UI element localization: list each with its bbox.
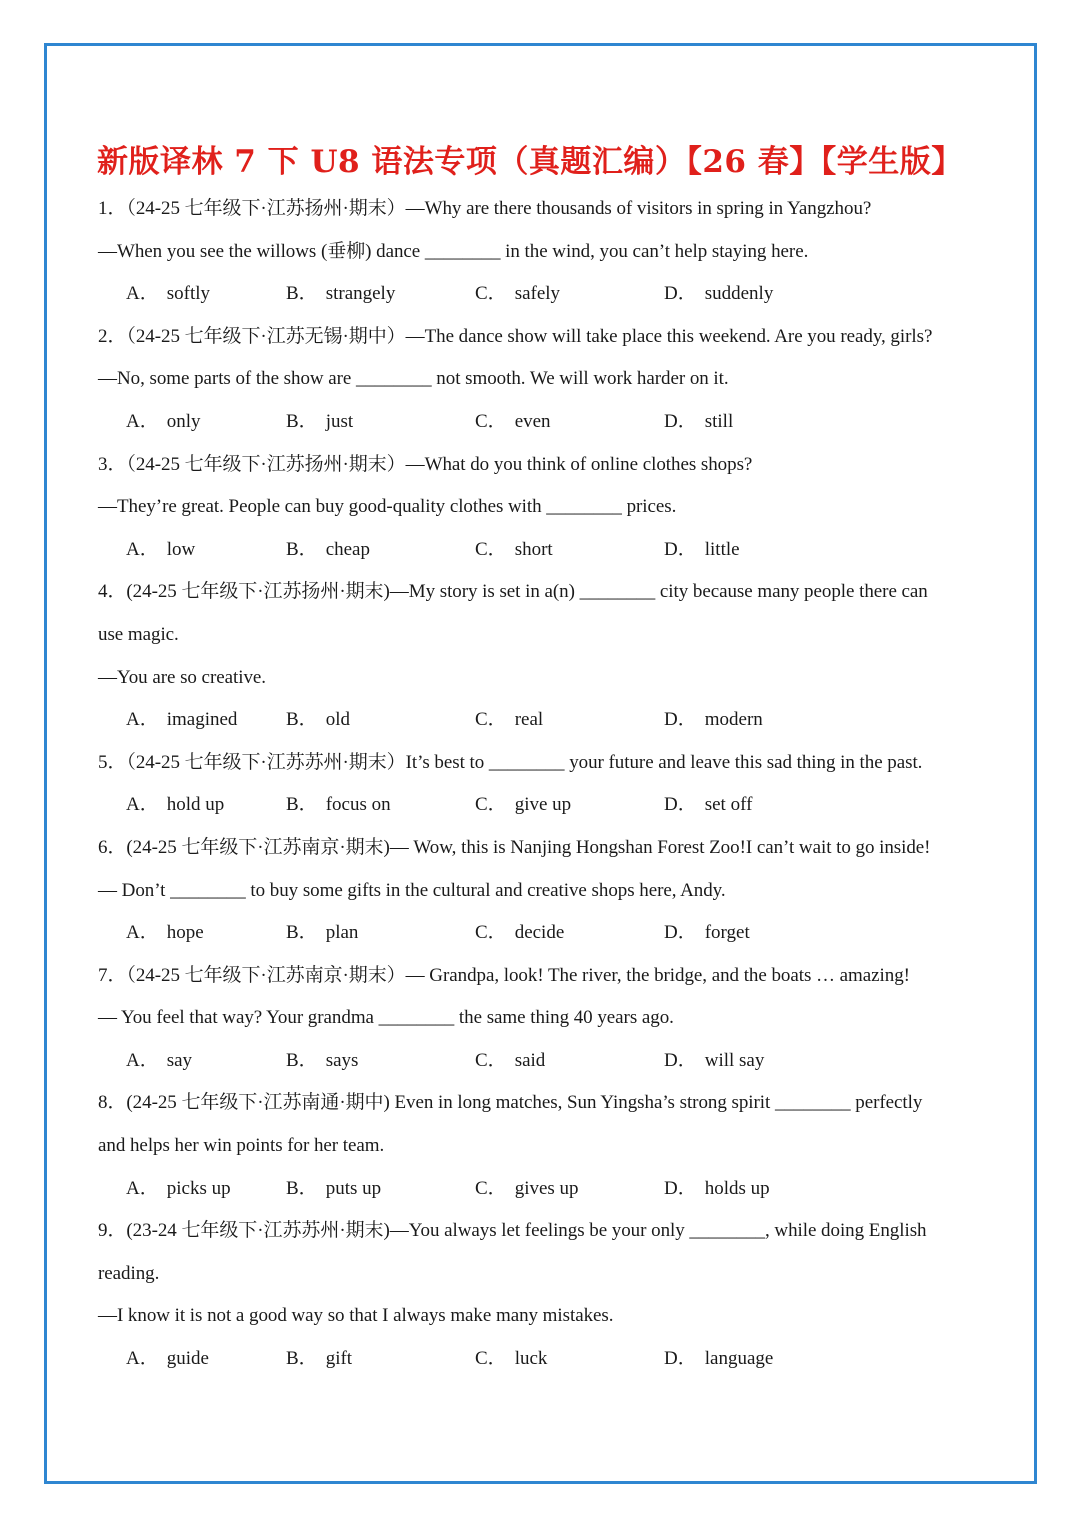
option-c[interactable] [475, 529, 553, 572]
question-stem: 1．（24-25 七年级下·江苏扬州·期末）—Why are there thousands of visitors in spring in Yangzhou? [98, 198, 872, 219]
question-line: —You are so creative. [98, 666, 266, 688]
option-text: only [166, 410, 201, 432]
option-text: strangely [325, 283, 396, 305]
option-letter: D． [664, 1177, 697, 1199]
option-letter: C． [475, 794, 507, 816]
question-line: — Don’t ________ to buy some gifts in the cultural and creative shops here, Andy. [98, 879, 726, 901]
question-line: use magic. [98, 623, 179, 645]
option-letter: B． [286, 709, 318, 731]
option-text: suddenly [704, 283, 774, 305]
option-text: modern [704, 709, 763, 731]
option-a[interactable] [126, 529, 195, 572]
option-d[interactable] [664, 1040, 764, 1083]
option-letter: B． [286, 283, 318, 305]
option-text: still [704, 410, 734, 432]
option-a[interactable] [126, 912, 204, 955]
option-text: puts up [325, 1177, 382, 1199]
option-b[interactable] [286, 529, 370, 572]
question-line: —They’re great. People can buy good-quality clothes with ________ prices. [98, 496, 677, 518]
option-c[interactable] [475, 784, 571, 827]
question-stem: 9．(23-24 七年级下·江苏苏州·期末)—You always let feelings be your only ________, while doing English [98, 1220, 927, 1242]
option-c[interactable] [475, 273, 560, 316]
option-letter: C． [475, 538, 507, 560]
option-text: decide [514, 922, 565, 944]
option-c[interactable] [475, 912, 564, 955]
question-stem: 4．(24-25 七年级下·江苏扬州·期末)—My story is set in a(n) ________ city because many people there can [98, 581, 928, 603]
option-text: little [704, 538, 740, 560]
option-a[interactable] [126, 1040, 192, 1083]
option-text: will say [704, 1049, 765, 1071]
answer-options [98, 529, 984, 572]
option-letter: C． [475, 283, 507, 305]
option-text: even [514, 410, 551, 432]
question-item [98, 1082, 984, 1210]
option-text: guide [166, 1348, 209, 1370]
question-line: —No, some parts of the show are ________ not smooth. We will work harder on it. [98, 368, 729, 390]
question-item [98, 742, 984, 827]
option-text: softly [166, 283, 211, 305]
option-letter: D． [664, 794, 697, 816]
option-letter: C． [475, 410, 507, 432]
option-letter: D． [664, 283, 697, 305]
question-stem: 5．（24-25 七年级下·江苏苏州·期末）It’s best to ________ your future and leave this sad thing in the past. [98, 751, 923, 773]
option-letter: B． [286, 794, 318, 816]
question-item [98, 571, 984, 741]
option-a[interactable] [126, 273, 210, 316]
option-letter: A． [126, 538, 159, 560]
option-b[interactable] [286, 273, 395, 316]
answer-options [98, 273, 984, 316]
option-text: says [325, 1049, 359, 1071]
option-text: hope [166, 922, 204, 944]
answer-options [98, 1040, 984, 1083]
option-text: say [166, 1049, 193, 1071]
option-letter: A． [126, 410, 159, 432]
question-item [98, 188, 984, 316]
option-b[interactable] [286, 1168, 381, 1211]
option-letter: D． [664, 922, 697, 944]
option-letter: D． [664, 1348, 697, 1370]
option-letter: C． [475, 709, 507, 731]
option-a[interactable] [126, 784, 224, 827]
question-item [98, 955, 984, 1083]
option-d[interactable] [664, 912, 750, 955]
answer-options [98, 784, 984, 827]
option-d[interactable] [664, 529, 740, 572]
option-letter: A． [126, 1049, 159, 1071]
question-stem: 2．（24-25 七年级下·江苏无锡·期中）—The dance show will take place this weekend. Are you ready, girls? [98, 325, 933, 347]
option-letter: B． [286, 922, 318, 944]
option-text: hold up [166, 794, 225, 816]
option-letter: C． [475, 922, 507, 944]
option-letter: A． [126, 709, 159, 731]
option-letter: D． [664, 538, 697, 560]
question-line: —When you see the willows (垂柳) dance ________ in the wind, you can’t help staying here. [98, 240, 809, 262]
option-a[interactable] [126, 1338, 209, 1381]
option-letter: B． [286, 1177, 318, 1199]
option-text: language [704, 1348, 774, 1370]
option-c[interactable] [475, 1040, 545, 1083]
option-text: plan [325, 922, 359, 944]
option-text: luck [514, 1348, 548, 1370]
option-d[interactable] [664, 699, 763, 742]
question-line: — You feel that way? Your grandma ________ the same thing 40 years ago. [98, 1007, 674, 1029]
option-text: imagined [166, 709, 238, 731]
option-text: short [514, 538, 553, 560]
option-c[interactable] [475, 401, 551, 444]
option-text: gift [325, 1348, 353, 1370]
option-letter: C． [475, 1049, 507, 1071]
option-b[interactable] [286, 912, 358, 955]
answer-options [98, 1338, 984, 1381]
option-letter: D． [664, 1049, 697, 1071]
option-letter: D． [664, 709, 697, 731]
option-b[interactable] [286, 1040, 358, 1083]
answer-options [98, 699, 984, 742]
option-text: holds up [704, 1177, 770, 1199]
option-c[interactable] [475, 1168, 579, 1211]
answer-options [98, 401, 984, 444]
option-text: set off [704, 794, 753, 816]
option-letter: C． [475, 1177, 507, 1199]
option-letter: A． [126, 1348, 159, 1370]
option-a[interactable] [126, 401, 201, 444]
option-b[interactable] [286, 699, 350, 742]
option-a[interactable] [126, 699, 237, 742]
question-stem: 3．（24-25 七年级下·江苏扬州·期末）—What do you think of online clothes shops? [98, 453, 753, 475]
question-line: reading. [98, 1262, 160, 1284]
option-d[interactable] [664, 273, 773, 316]
option-letter: A． [126, 794, 159, 816]
question-stem: 6．(24-25 七年级下·江苏南京·期末)— Wow, this is Nanjing Hongshan Forest Zoo!I can’t wait to go inside! [98, 836, 931, 858]
option-text: safely [514, 283, 561, 305]
option-letter: B． [286, 538, 318, 560]
question-item [98, 316, 984, 444]
option-letter: B． [286, 1348, 318, 1370]
question-list [98, 188, 984, 1381]
option-text: gives up [514, 1177, 579, 1199]
option-letter: C． [475, 1348, 507, 1370]
question-item [98, 827, 984, 955]
option-b[interactable] [286, 1338, 352, 1381]
question-line: and helps her win points for her team. [98, 1135, 385, 1157]
option-text: real [514, 709, 544, 731]
option-b[interactable] [286, 401, 353, 444]
option-text: forget [704, 922, 750, 944]
option-d[interactable] [664, 784, 752, 827]
option-a[interactable] [126, 1168, 231, 1211]
option-letter: A． [126, 283, 159, 305]
question-item [98, 444, 984, 572]
option-d[interactable] [664, 401, 733, 444]
question-item [98, 1210, 984, 1380]
option-letter: B． [286, 410, 318, 432]
option-text: old [325, 709, 350, 731]
question-stem: 7．（24-25 七年级下·江苏南京·期末）— Grandpa, look! The river, the bridge, and the boats … amazing! [98, 964, 910, 986]
option-letter: A． [126, 922, 159, 944]
answer-options [98, 1168, 984, 1211]
option-d[interactable] [664, 1338, 773, 1381]
question-stem: 8．(24-25 七年级下·江苏南通·期中) Even in long matches, Sun Yingsha’s strong spirit ________ perfectly [98, 1092, 923, 1114]
answer-options [98, 912, 984, 955]
option-letter: B． [286, 1049, 318, 1071]
option-d[interactable] [664, 1168, 770, 1211]
option-letter: A． [126, 1177, 159, 1199]
option-text: just [325, 410, 354, 432]
option-text: picks up [166, 1177, 231, 1199]
option-letter: D． [664, 410, 697, 432]
option-text: cheap [325, 538, 370, 560]
option-c[interactable] [475, 699, 543, 742]
option-text: said [514, 1049, 546, 1071]
option-b[interactable] [286, 784, 391, 827]
question-line: —I know it is not a good way so that I always make many mistakes. [98, 1305, 614, 1327]
option-text: low [166, 538, 196, 560]
option-c[interactable] [475, 1338, 547, 1381]
option-text: focus on [325, 794, 391, 816]
page-title: 新版译林 7 下 U8 语法专项（真题汇编）【26 春】【学生版】 [97, 144, 963, 180]
option-text: give up [514, 794, 572, 816]
